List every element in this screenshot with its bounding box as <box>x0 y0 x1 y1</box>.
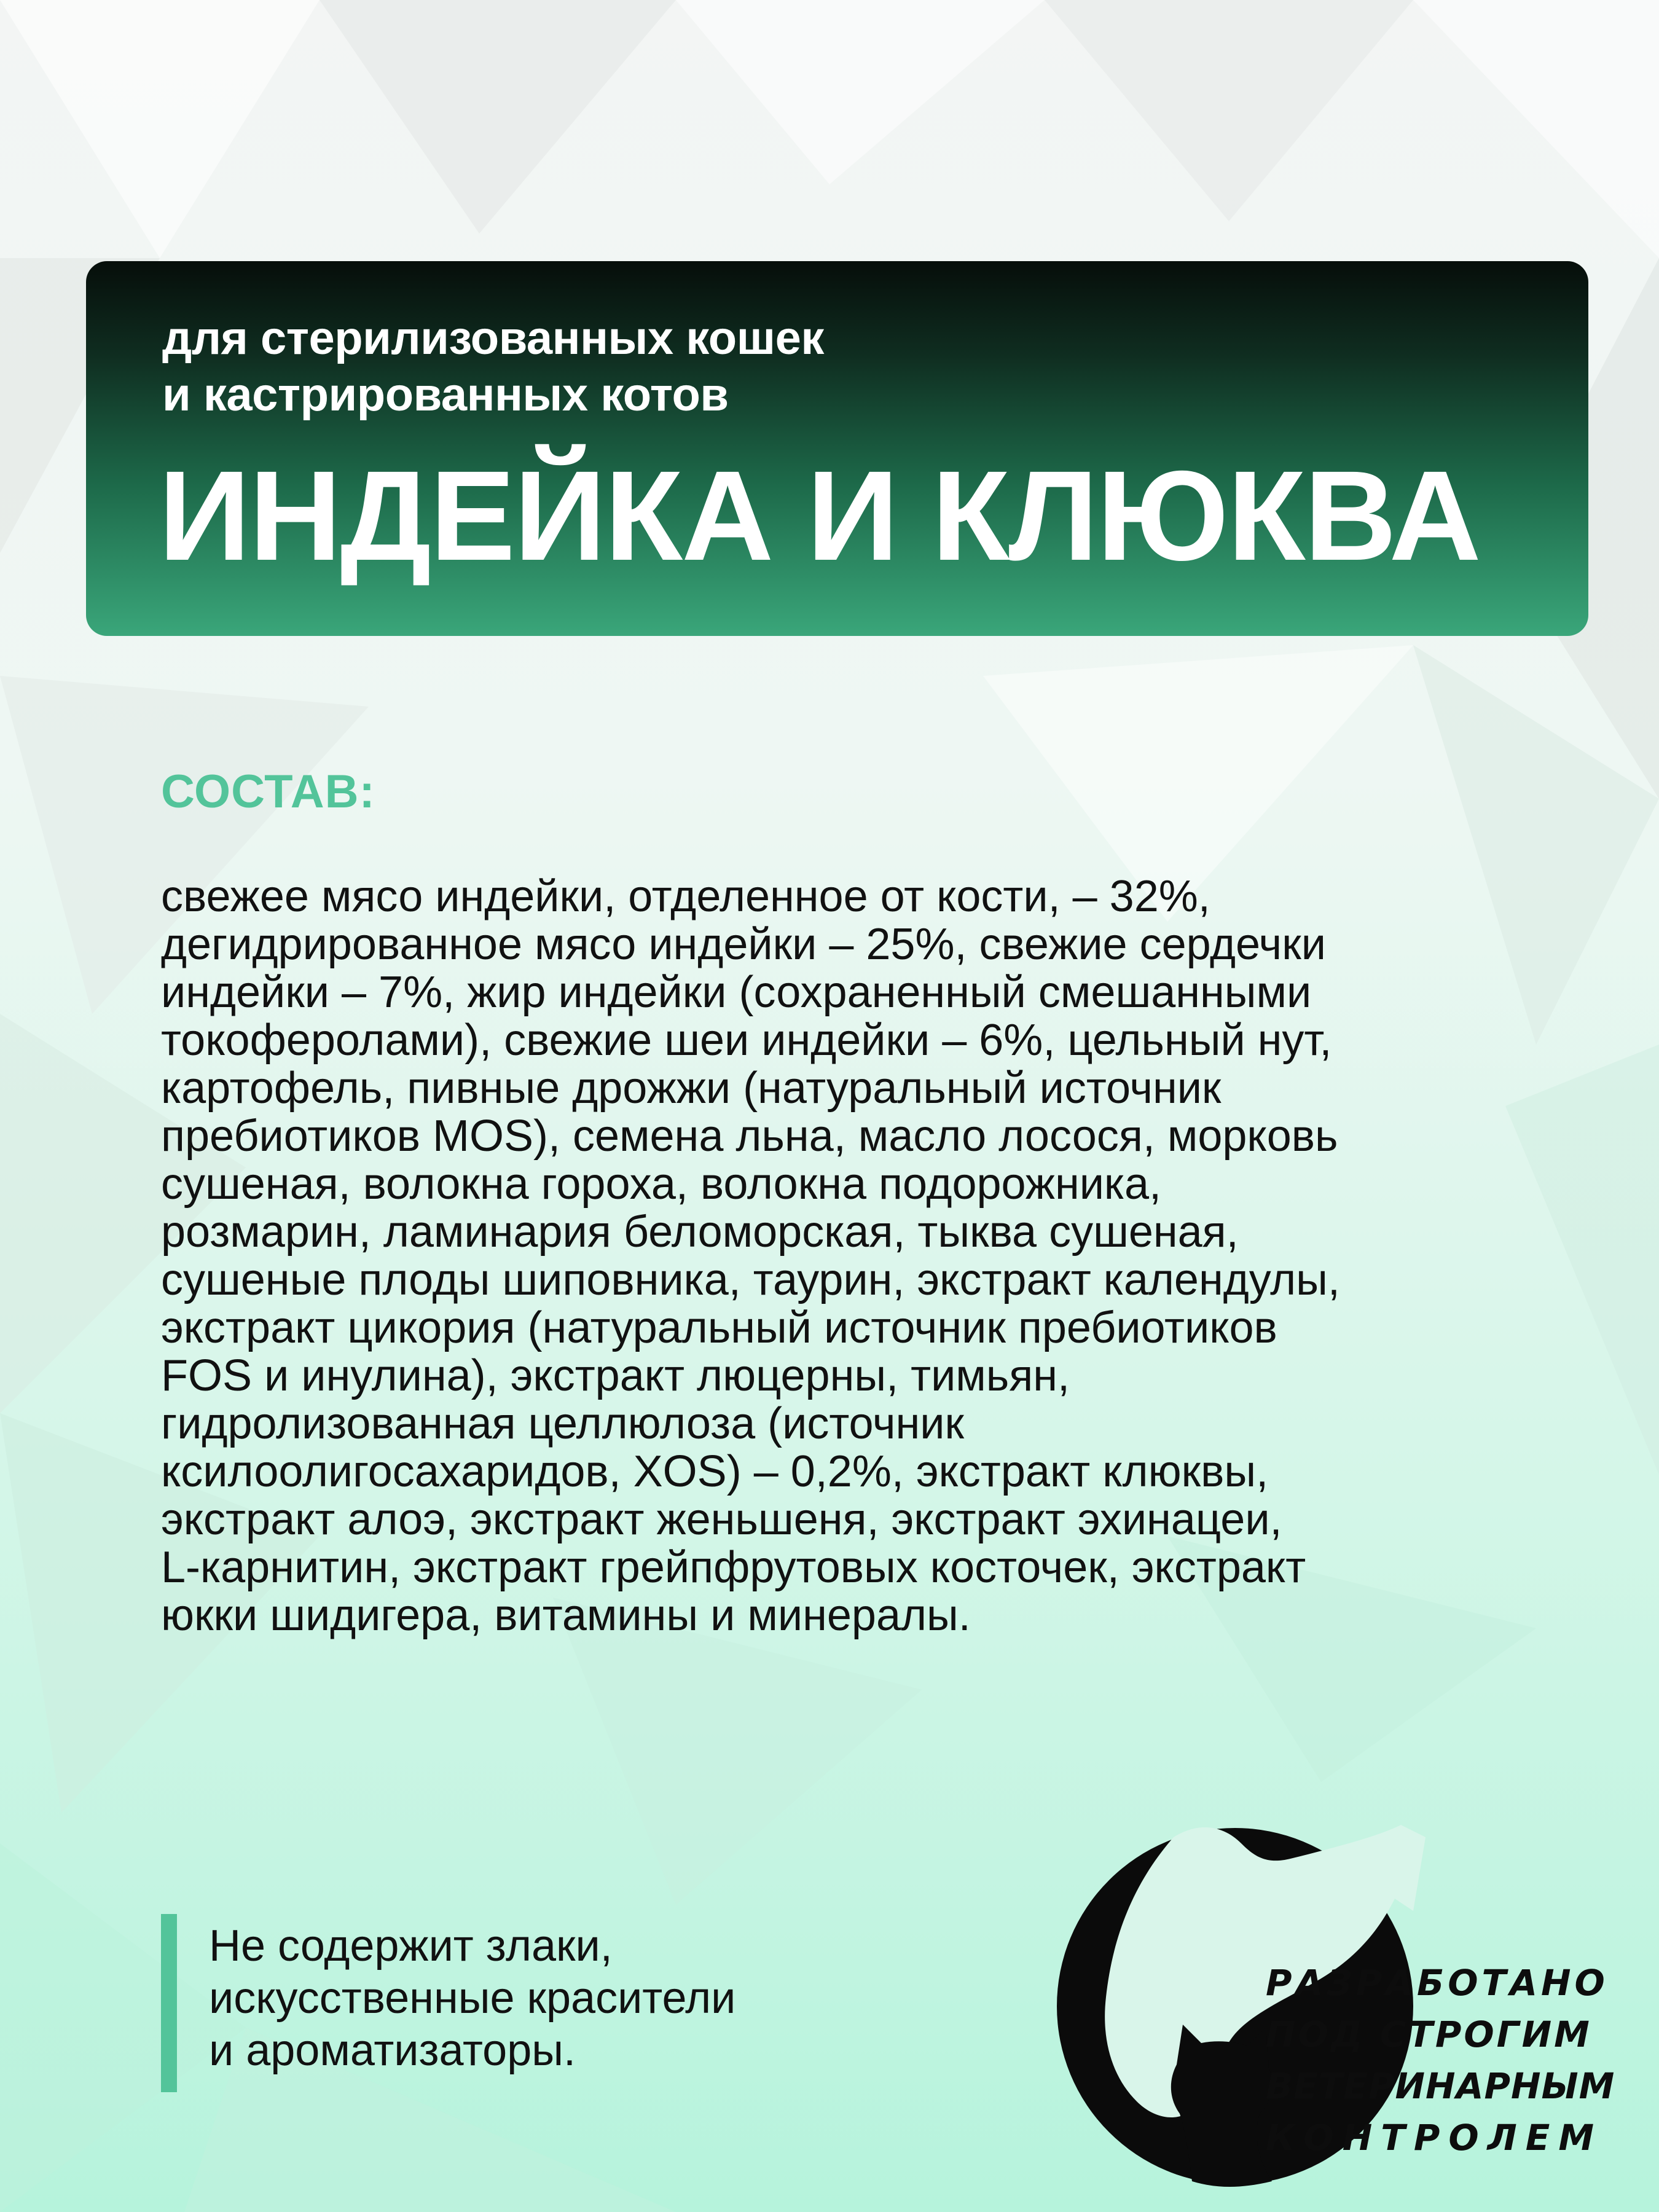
vet-badge-line: РАЗРАБОТАНО <box>1266 1962 1609 2004</box>
product-title: ИНДЕЙКА И КЛЮКВА <box>159 445 1480 587</box>
vet-badge-line: ПОД СТРОГИМ <box>1266 2014 1592 2055</box>
composition-line: FOS и инулина), экстракт люцерны, тимьян, <box>161 1351 1070 1400</box>
subtitle-line-2: и кастрированных котов <box>162 369 729 421</box>
composition-line: сушеная, волокна гороха, волокна подорожника, <box>161 1159 1162 1209</box>
composition-line: индейки – 7%, жир индейки (сохраненный смешанными <box>161 968 1312 1017</box>
composition-line: гидролизованная целлюлоза (источник <box>161 1399 964 1448</box>
composition-heading: СОСТАВ: <box>161 766 375 818</box>
composition-line: экстракт алоэ, экстракт женьшеня, экстракт эхинацеи, <box>161 1495 1282 1544</box>
composition-line: картофель, пивные дрожжи (натуральный источник <box>161 1064 1222 1113</box>
composition-line: экстракт цикория (натуральный источник пребиотиков <box>161 1303 1277 1352</box>
subtitle-line-1: для стерилизованных кошек <box>162 312 824 364</box>
composition-line: свежее мясо индейки, отделенное от кости, – 32%, <box>161 872 1210 921</box>
header-banner <box>86 261 1588 636</box>
composition-line: токоферолами), свежие шеи индейки – 6%, цельный нут, <box>161 1016 1332 1065</box>
composition-line: розмарин, ламинария беломорская, тыква сушеная, <box>161 1207 1239 1257</box>
vet-badge-line: КОНТРОЛЕМ <box>1266 2117 1603 2159</box>
vet-control-badge <box>1266 1957 1615 2163</box>
product-subtitle <box>162 310 824 423</box>
composition-line: сушеные плоды шиповника, таурин, экстракт календулы, <box>161 1255 1340 1304</box>
composition-line: юкки шидигера, витамины и минералы. <box>161 1591 971 1640</box>
note-line: Не содержит злаки, <box>209 1921 613 1971</box>
note-line: и ароматизаторы. <box>209 2026 576 2075</box>
no-grains-note <box>209 1920 735 2077</box>
composition-line: дегидрированное мясо индейки – 25%, свежие сердечки <box>161 920 1326 969</box>
note-accent-bar <box>161 1914 177 2092</box>
note-line: искусственные красители <box>209 1974 736 2023</box>
composition-text <box>161 873 1574 1639</box>
vet-badge-line: ВЕТЕРИНАРНЫМ <box>1266 2065 1615 2107</box>
composition-line: пребиотиков MOS), семена льна, масло лосося, морковь <box>161 1112 1338 1161</box>
composition-line: L-карнитин, экстракт грейпфрутовых косточек, экстракт <box>161 1543 1306 1592</box>
composition-line: ксилоолигосахаридов, XOS) – 0,2%, экстракт клюквы, <box>161 1447 1269 1496</box>
